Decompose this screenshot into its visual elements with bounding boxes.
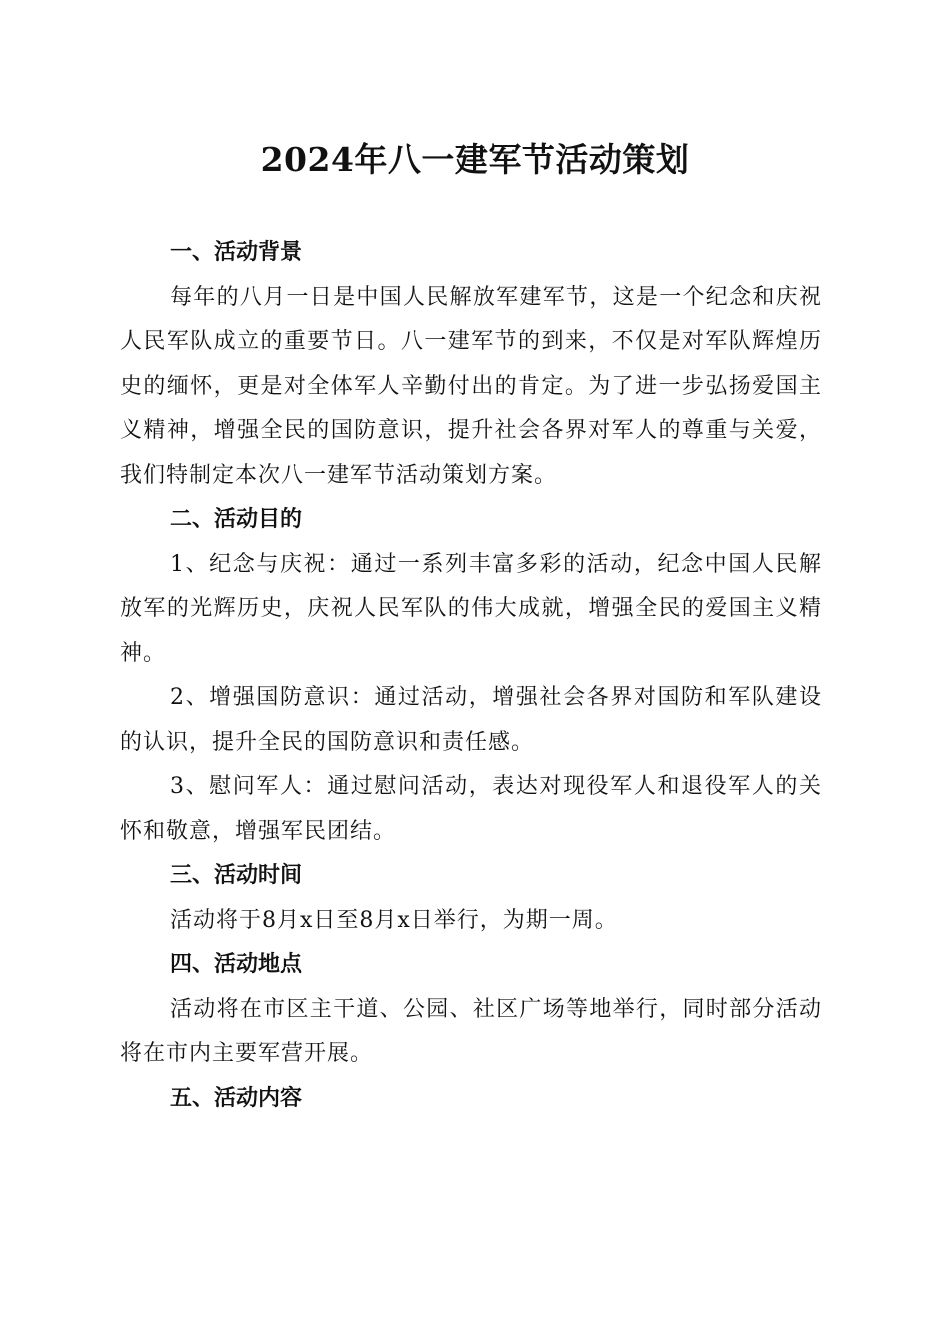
section-time: [120, 854, 822, 943]
section-heading: 二、活动目的: [170, 507, 303, 532]
paragraph: 2、增强国防意识：通过活动，增强社会各界对国防和军队建设的认识，提升全民的国防意识和责任感。: [120, 685, 822, 755]
section-heading: 四、活动地点: [170, 952, 303, 977]
section-heading: 三、活动时间: [170, 863, 303, 888]
paragraph: 3、慰问军人：通过慰问活动，表达对现役军人和退役军人的关怀和敬意，增强军民团结。: [120, 774, 822, 844]
paragraph: 活动将于8月x日至8月x日举行，为期一周。: [170, 907, 618, 933]
section-location: [120, 943, 822, 1077]
document-body: [120, 231, 822, 1121]
section-purpose: [120, 498, 822, 854]
paragraph: 1、纪念与庆祝：通过一系列丰富多彩的活动，纪念中国人民解放军的光辉历史，庆祝人民军队的伟大成就，增强全民的爱国主义精神。: [120, 551, 822, 666]
section-content: [120, 1077, 822, 1122]
paragraph: 每年的八月一日是中国人民解放军建军节，这是一个纪念和庆祝人民军队成立的重要节日。八一建军节的到来，不仅是对军队辉煌历史的缅怀，更是对全体军人辛勤付出的肯定。为了进一步弘扬爱国主义精神，增强全民的国防意识，提升社会各界对军人的尊重与关爱，我们特制定本次八一建军节活动策划方案。: [120, 284, 822, 488]
section-heading: 一、活动背景: [170, 240, 303, 265]
document-title: 2024年八一建军节活动策划: [260, 140, 690, 179]
section-background: [120, 231, 822, 498]
paragraph: 活动将在市区主干道、公园、社区广场等地举行，同时部分活动将在市内主要军营开展。: [120, 996, 822, 1066]
section-heading: 五、活动内容: [170, 1085, 303, 1111]
